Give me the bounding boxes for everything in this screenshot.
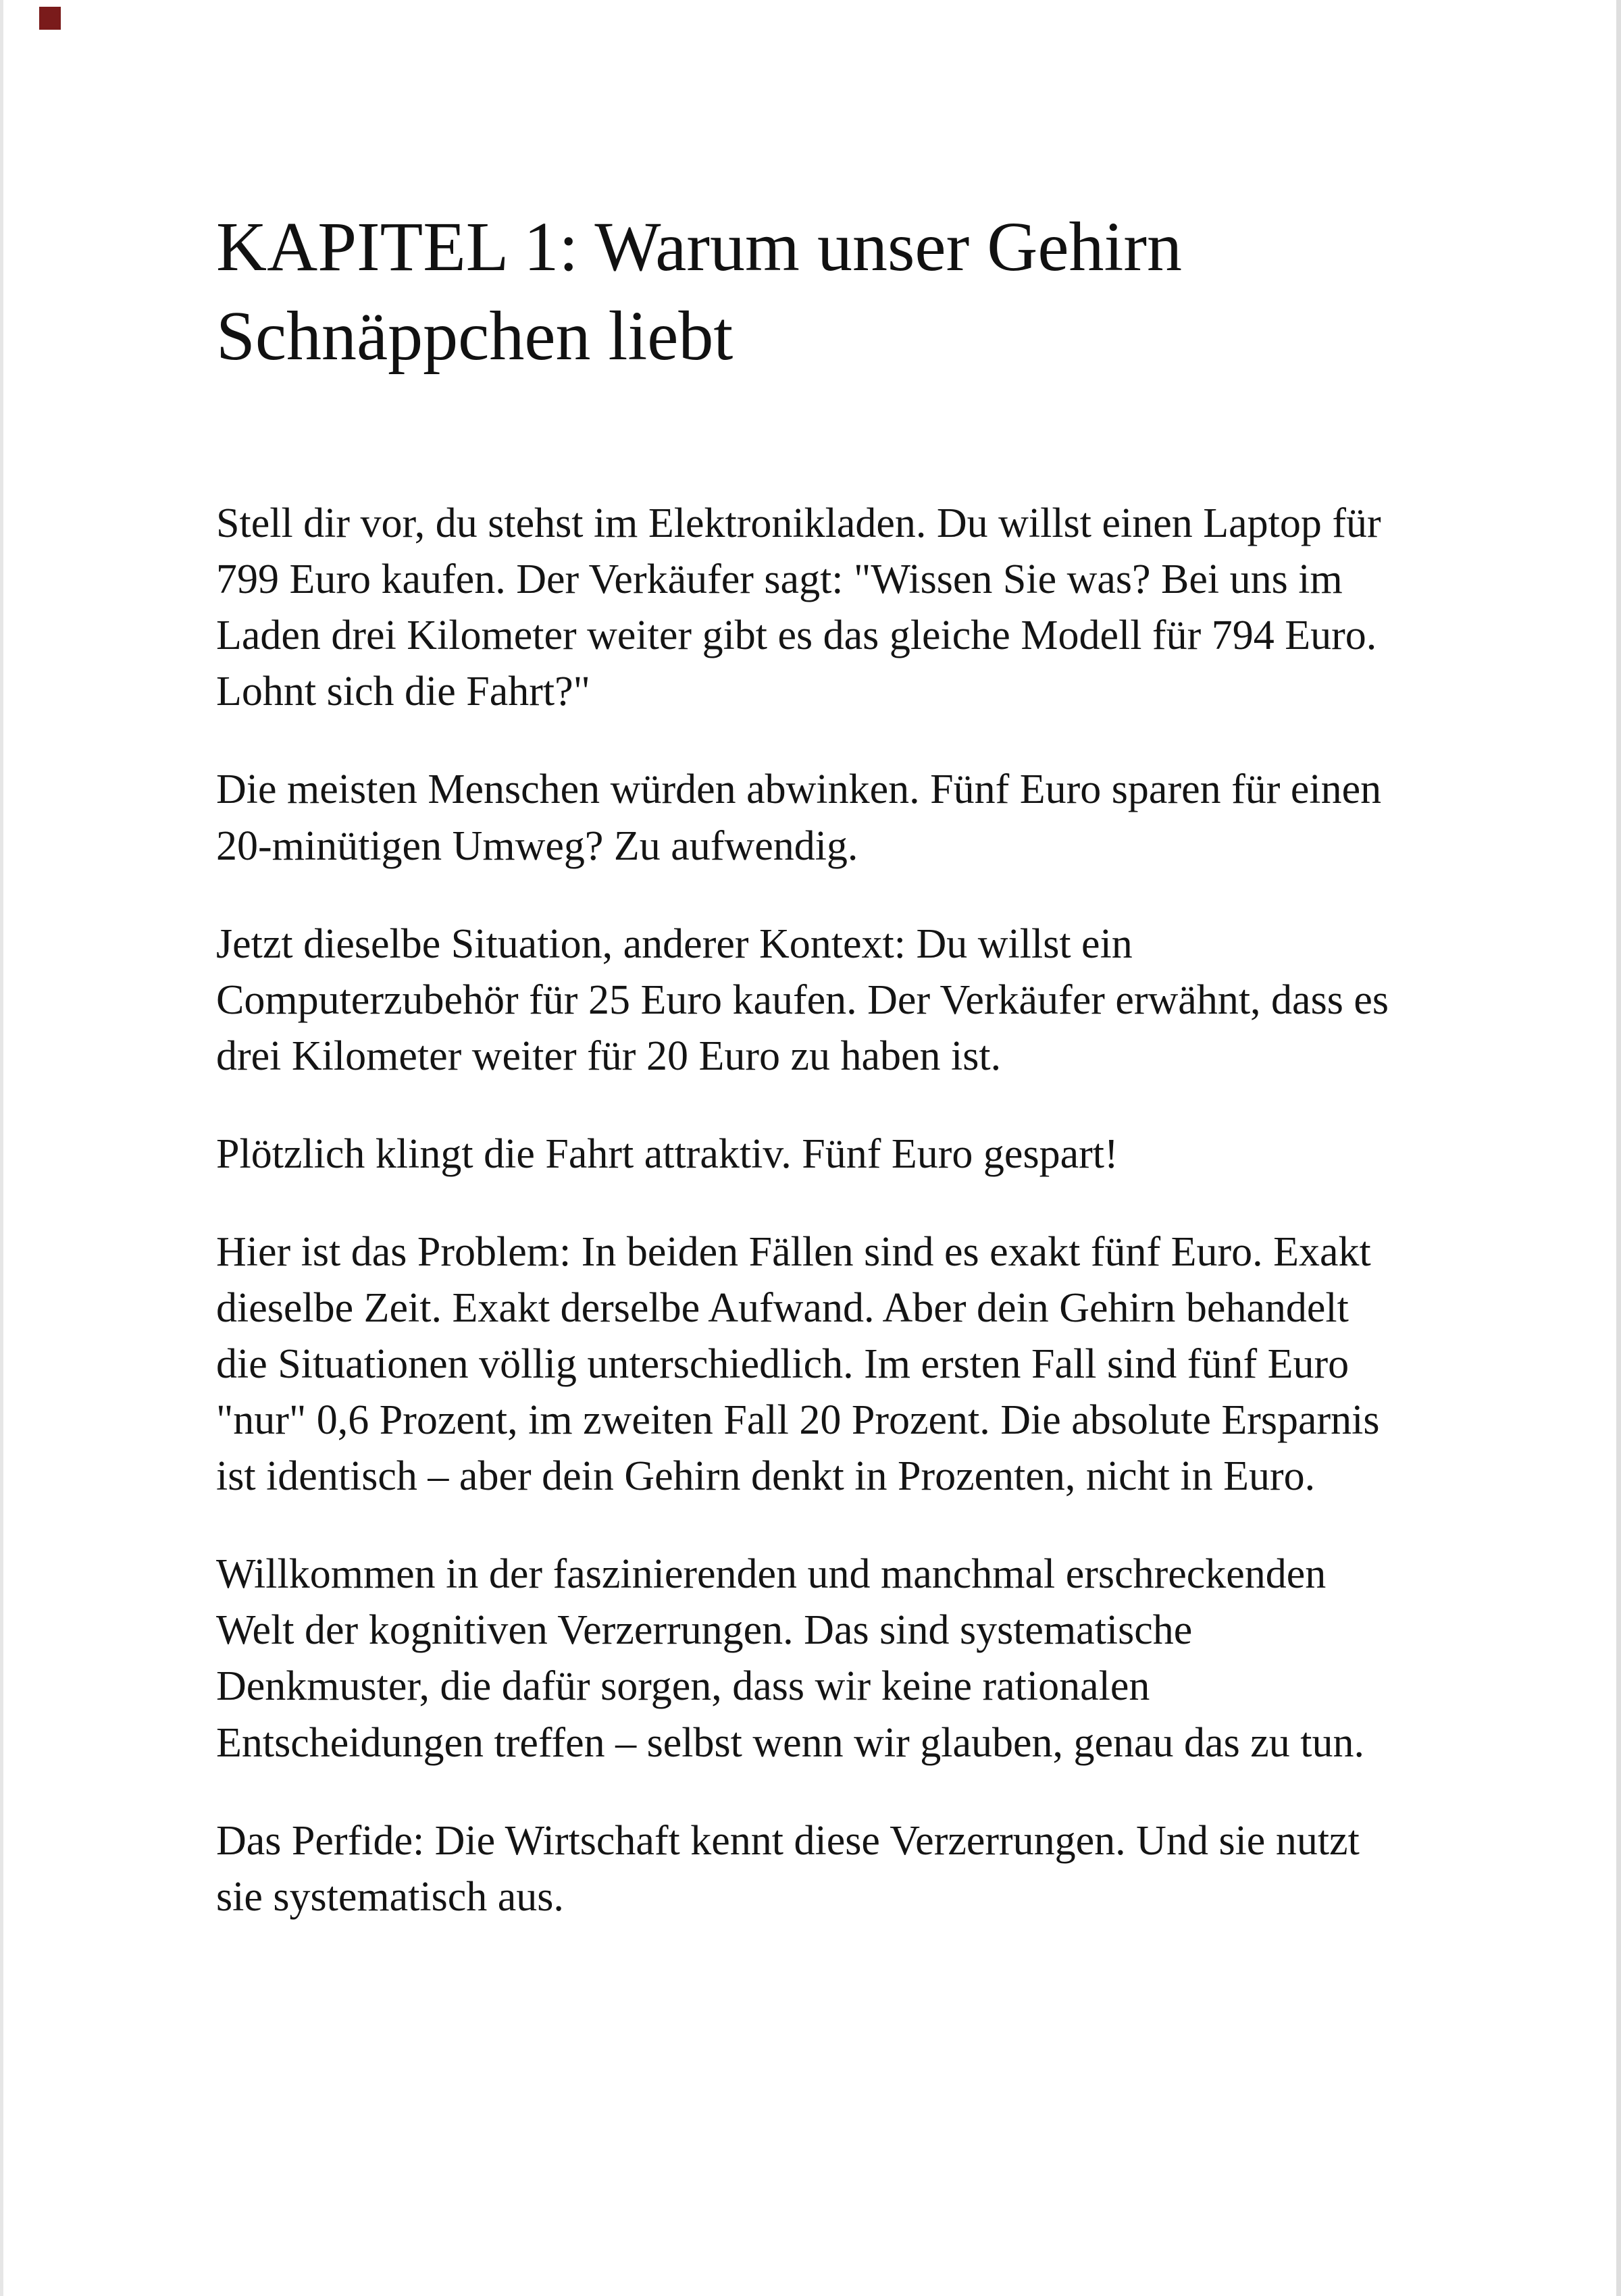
- paragraph: Stell dir vor, du stehst im Elektronikladen. Du willst einen Laptop für 799 Euro kaufen. Der Verkäufer sagt: "Wissen Sie was? Bei uns im Laden drei Kilometer weiter gibt es das gleiche Modell für 794 Euro. Lohnt sich die Fahrt?": [216, 500, 1381, 715]
- paragraph: Jetzt dieselbe Situation, anderer Kontext: Du willst ein Computerzubehör für 25 Euro kaufen. Der Verkäufer erwähnt, dass es drei Kilometer weiter für 20 Euro zu haben ist.: [216, 920, 1389, 1079]
- left-edge-line: [0, 0, 3, 2296]
- paragraph: Hier ist das Problem: In beiden Fällen sind es exakt fünf Euro. Exakt dieselbe Zeit. Exakt derselbe Aufwand. Aber dein Gehirn behandelt die Situationen völlig unterschiedlich. Im ersten Fall sind fünf Euro "nur" 0,6 Prozent, im zweiten Fall 20 Prozent. Die absolute Ersparnis ist identisch – aber dein Gehirn denkt in Prozenten, nicht in Euro.: [216, 1228, 1380, 1500]
- paragraph: Die meisten Menschen würden abwinken. Fünf Euro sparen für einen 20-minütigen Umweg? Zu aufwendig.: [216, 766, 1382, 869]
- text-column: [216, 203, 1408, 1967]
- chapter-title: KAPITEL 1: Warum unser Gehirn Schnäppchen liebt: [216, 208, 1182, 375]
- paragraph: Das Perfide: Die Wirtschaft kennt diese Verzerrungen. Und sie nutzt sie systematisch aus.: [216, 1817, 1360, 1920]
- right-edge-line: [1616, 0, 1621, 2296]
- paragraph: Plötzlich klingt die Fahrt attraktiv. Fünf Euro gespart!: [216, 1130, 1118, 1177]
- paragraph: Willkommen in der faszinierenden und manchmal erschreckenden Welt der kognitiven Verzerrungen. Das sind systematische Denkmuster, die dafür sorgen, dass wir keine rationalen Entscheidungen treffen – selbst wenn wir glauben, genau das zu tun.: [216, 1551, 1364, 1766]
- corner-mark: [39, 7, 61, 30]
